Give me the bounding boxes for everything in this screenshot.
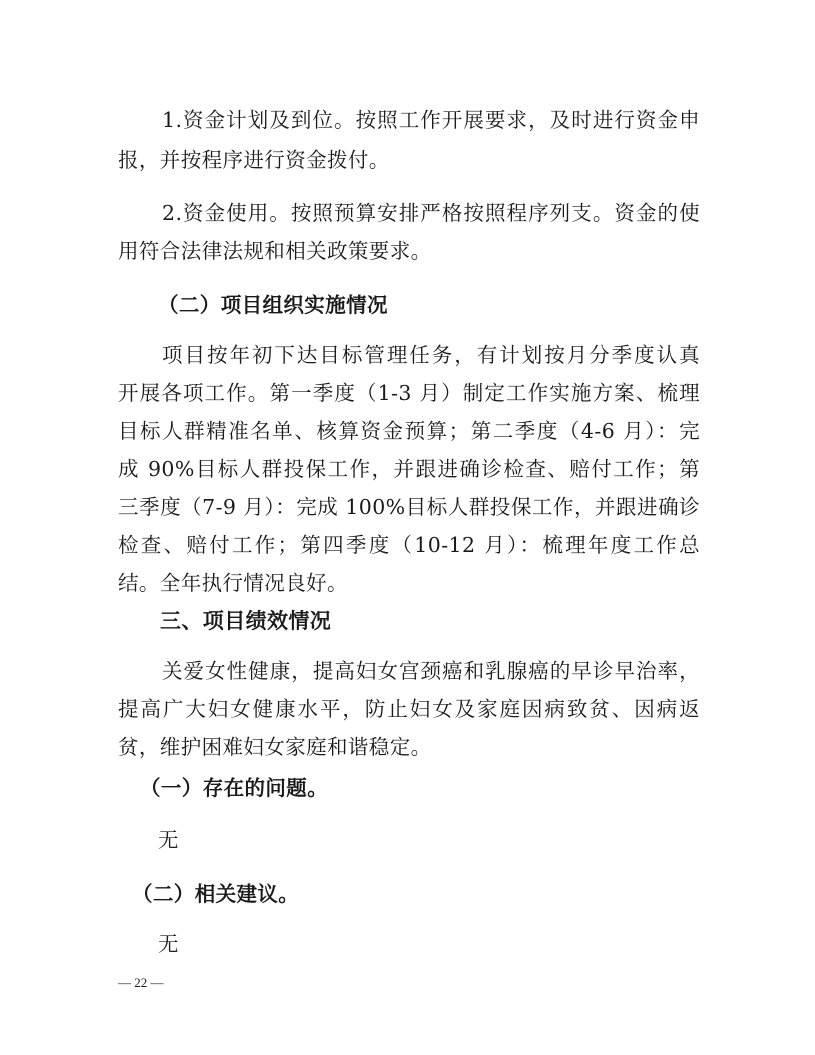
section-heading-implementation: （二）项目组织实施情况: [158, 293, 388, 317]
paragraph-line: 三季度（7-9 月）：完成 100%目标人群投保工作，并跟进确诊: [118, 495, 700, 519]
paragraph-line: 提高广大妇女健康水平，防止妇女及家庭因病致贫、因病返: [118, 697, 700, 721]
paragraph-line: 项目按年初下达目标管理任务，有计划按月分季度认真: [162, 343, 700, 367]
problems-text: 无: [158, 828, 179, 852]
page-number: — 22 —: [118, 975, 164, 990]
paragraph-line: 1.资金计划及到位。按照工作开展要求，及时进行资金申: [162, 108, 700, 132]
paragraph-line: 开展各项工作。第一季度（1-3 月）制定工作实施方案、梳理: [118, 381, 700, 405]
section-heading-performance: 三、项目绩效情况: [160, 609, 332, 633]
paragraph-line: 成 90%目标人群投保工作，并跟进确诊检查、赔付工作；第: [118, 457, 700, 481]
paragraph-line: 目标人群精准名单、核算资金预算；第二季度（4-6 月）：完: [118, 419, 700, 443]
paragraph-line: 用符合法律法规和相关政策要求。: [118, 239, 432, 263]
paragraph-line: 报，并按程序进行资金拨付。: [118, 148, 390, 172]
section-heading-suggestions: （二）相关建议。: [132, 882, 300, 906]
paragraph-line: 贫，维护困难妇女家庭和谐稳定。: [118, 735, 432, 759]
paragraph-line: 2.资金使用。按照预算安排严格按照程序列支。资金的使: [162, 201, 700, 225]
section-heading-problems: （一）存在的问题。: [140, 776, 329, 800]
paragraph-line: 结。全年执行情况良好。: [118, 571, 348, 595]
paragraph-line: 关爱女性健康，提高妇女宫颈癌和乳腺癌的早诊早治率，: [162, 659, 700, 683]
paragraph-line: 检查、赔付工作；第四季度（10-12 月）：梳理年度工作总: [118, 533, 700, 557]
suggestions-text: 无: [158, 932, 179, 956]
